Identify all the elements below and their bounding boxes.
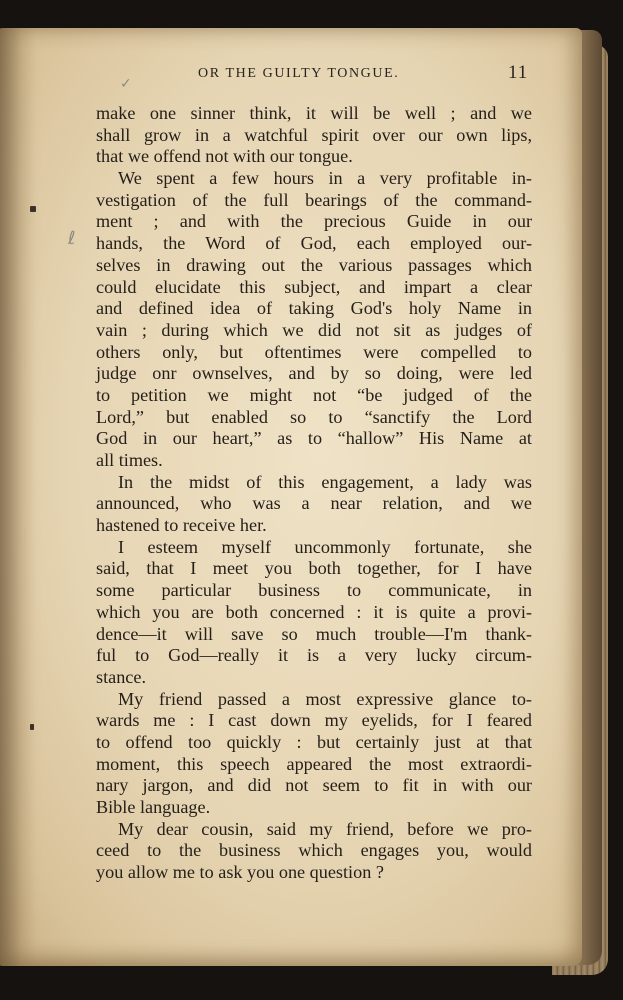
- text-line: and defined idea of taking God's holy Name in: [96, 298, 532, 319]
- text-line: Lord,” but enabled so to “sanctify the Lord: [96, 406, 532, 427]
- text-line: dence—it will save so much trouble—I'm thank-: [96, 623, 532, 644]
- text-line: vestigation of the full bearings of the command-: [96, 189, 532, 210]
- text-line: nary jargon, and did not seem to fit in with our: [96, 775, 532, 796]
- text-line: announced, who was a near relation, and we: [96, 493, 532, 514]
- text-line: I esteem myself uncommonly fortunate, she: [118, 536, 532, 557]
- pencil-mark: ℓ: [68, 228, 76, 249]
- text-line: My friend passed a most expressive glance to-: [118, 688, 532, 709]
- page-gutter: [0, 28, 36, 966]
- page-header: [198, 62, 538, 86]
- text-line: you allow me to ask you one question ?: [96, 862, 384, 883]
- text-line: hastened to receive her.: [96, 515, 267, 536]
- text-line: stance.: [96, 666, 146, 687]
- pencil-mark: ✓: [120, 76, 132, 92]
- text-line: We spent a few hours in a very profitable in-: [118, 168, 532, 189]
- text-line: all times.: [96, 450, 163, 470]
- text-line: In the midst of this engagement, a lady was: [118, 471, 532, 492]
- text-line: which you are both concerned : it is quite a provi-: [96, 601, 532, 622]
- margin-mark: [30, 724, 34, 730]
- text-line: Bible language.: [96, 797, 211, 817]
- running-title: OR THE GUILTY TONGUE.: [198, 66, 400, 81]
- text-line: hands, the Word of God, each employed our-: [96, 233, 532, 254]
- text-line: others only, but oftentimes were compelled to: [96, 341, 532, 362]
- page-number: 11: [508, 62, 529, 83]
- text-line: My dear cousin, said my friend, before we pro-: [118, 818, 532, 839]
- text-line: said, that I meet you both together, for I have: [96, 558, 532, 579]
- text-line: that we offend not with our tongue.: [96, 146, 353, 167]
- margin-mark: [30, 206, 36, 212]
- text-line: wards me : I cast down my eyelids, for I feared: [96, 710, 532, 731]
- text-line: selves in drawing out the various passages which: [96, 254, 532, 275]
- text-line: make one sinner think, it will be well ; and we: [96, 103, 532, 123]
- text-line: could elucidate this subject, and impart a clear: [96, 276, 532, 297]
- text-line: God in our heart,” as to “hallow” His Name at: [96, 428, 532, 449]
- text-line: to petition we might not “be judged of the: [96, 384, 532, 405]
- text-line: ful to God—really it is a very lucky circum-: [96, 645, 532, 666]
- body-text: [96, 103, 532, 884]
- text-line: shall grow in a watchful spirit over our own lips,: [96, 124, 532, 145]
- text-line: moment, this speech appeared the most extraordi-: [96, 753, 532, 774]
- text-line: ment ; and with the precious Guide in our: [96, 211, 532, 232]
- text-line: judge onr ownselves, and by so doing, were led: [96, 363, 532, 384]
- text-line: to offend too quickly : but certainly just at that: [96, 731, 532, 752]
- text-line: ceed to the business which engages you, would: [96, 840, 532, 861]
- text-line: some particular business to communicate, in: [96, 580, 532, 601]
- text-line: vain ; during which we did not sit as judges of: [96, 319, 532, 340]
